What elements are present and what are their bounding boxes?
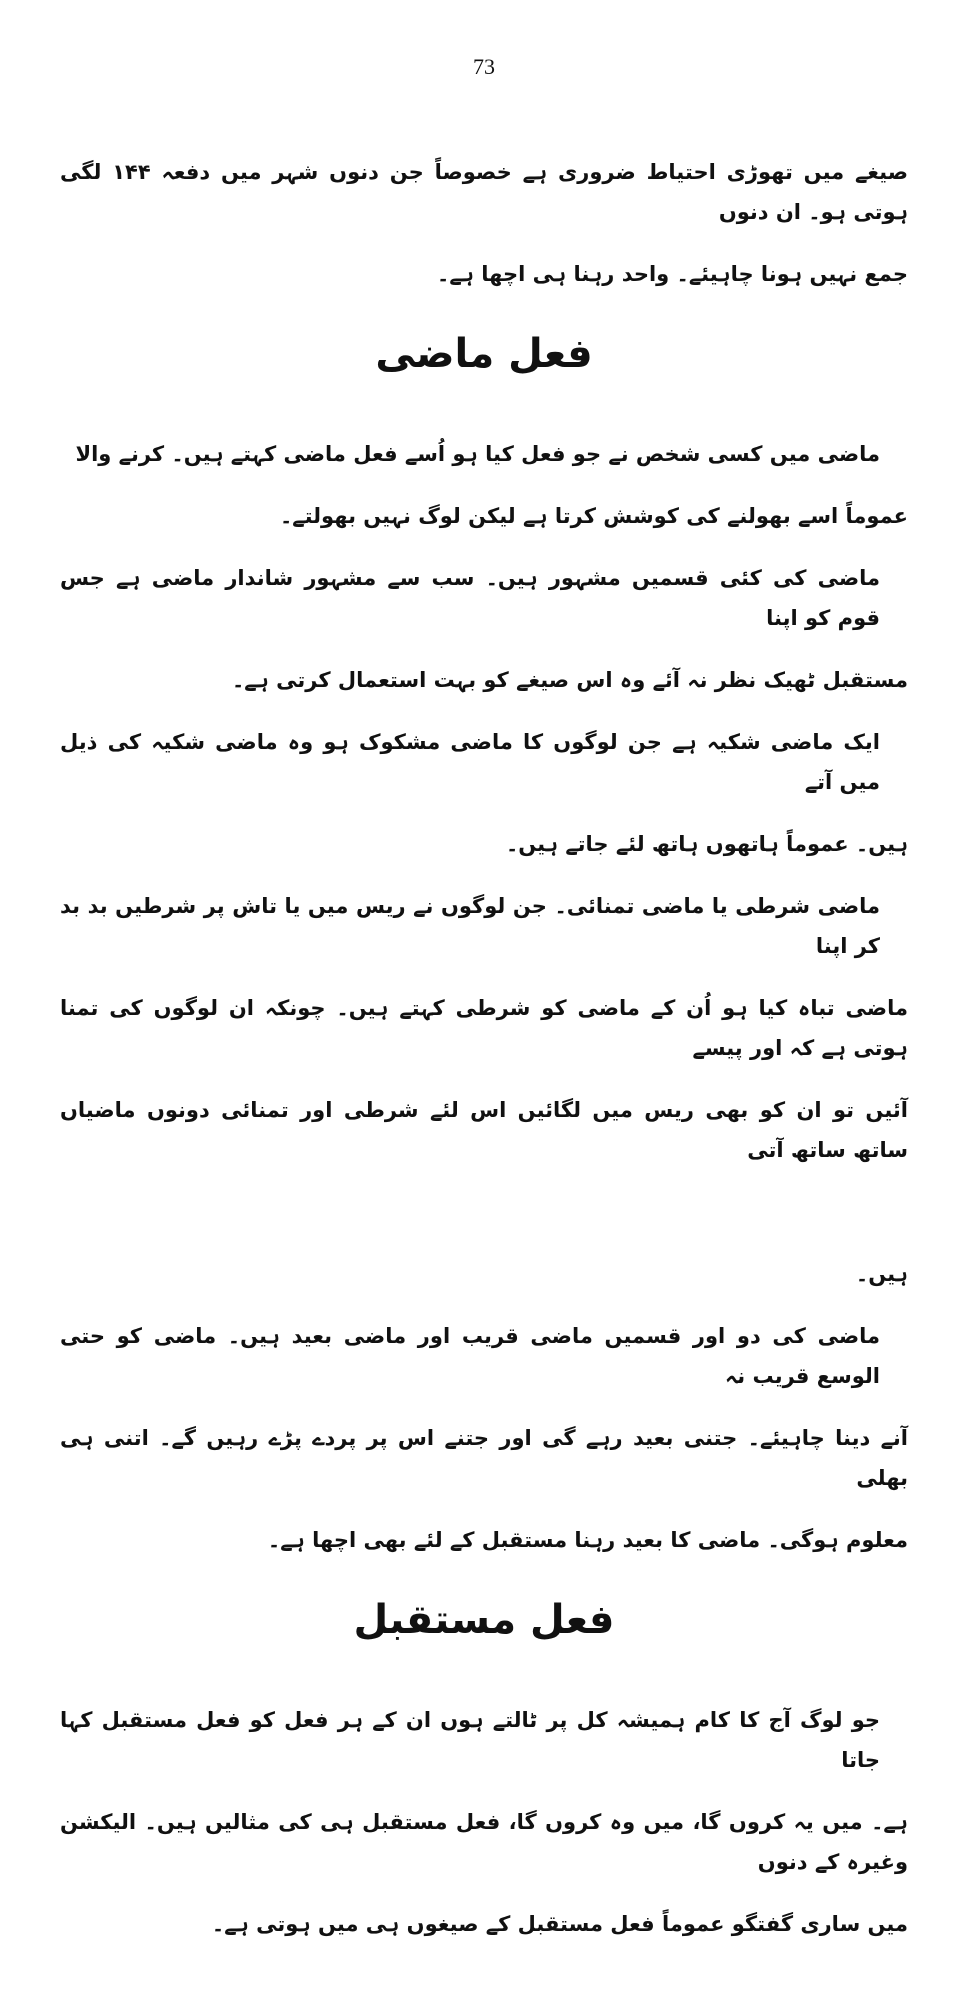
paragraph-line: ماضی شرطی یا ماضی تمنائی۔ جن لوگوں نے ریس میں یا تاش پر شرطیں بد بد کر اپنا: [60, 894, 880, 958]
page-number: 73: [473, 54, 495, 79]
paragraph-line: ایک ماضی شکیہ ہے جن لوگوں کا ماضی مشکوک ہو وہ ماضی شکیہ کی ذیل میں آتے: [60, 730, 880, 794]
section-heading: فعل ماضی: [375, 331, 593, 377]
paragraph-line: ماضی میں کسی شخص نے جو فعل کیا ہو اُسے فعل ماضی کہتے ہیں۔ کرنے والا: [75, 442, 880, 466]
paragraph-line: آئیں تو ان کو بھی ریس میں لگائیں اس لئے شرطی اور تمنائی دونوں ماضیاں ساتھ ساتھ آتی: [60, 1098, 908, 1162]
paragraph-line: مستقبل ٹھیک نظر نہ آئے وہ اس صیغے کو بہت استعمال کرتی ہے۔: [231, 668, 908, 692]
paragraph-line: میں ساری گفتگو عموماً فعل مستقبل کے صیغوں ہی میں ہوتی ہے۔: [211, 1912, 908, 1936]
paragraph-line: آنے دینا چاہیئے۔ جتنی بعید رہے گی اور جتنے اس پر پردے پڑے رہیں گے۔ اتنی ہی بھلی: [60, 1426, 908, 1490]
paragraph-line: ماضی کی کئی قسمیں مشہور ہیں۔ سب سے مشہور شاندار ماضی ہے جس قوم کو اپنا: [60, 566, 880, 630]
paragraph-line: صیغے میں تھوڑی احتیاط ضروری ہے خصوصاً جن دنوں شہر میں دفعہ ۱۴۴ لگی ہوتی ہو۔ ان دنوں: [60, 160, 909, 224]
paragraph-line: ماضی کی دو اور قسمیں ماضی قریب اور ماضی بعید ہیں۔ ماضی کو حتی الوسع قریب نہ: [60, 1324, 880, 1388]
paragraph-line: ہے۔ میں یہ کروں گا، میں وہ کروں گا، فعل مستقبل ہی کی مثالیں ہیں۔ الیکشن وغیرہ کے دنوں: [60, 1810, 908, 1874]
paragraph-line: جو لوگ آج کا کام ہمیشہ کل پر ٹالتے ہوں ان کے ہر فعل کو فعل مستقبل کہا جاتا: [60, 1708, 880, 1772]
section-heading: فعل مستقبل: [353, 1597, 615, 1643]
paragraph-line: جمع نہیں ہونا چاہیئے۔ واحد رہنا ہی اچھا ہے۔: [437, 262, 908, 286]
paragraph-line: ہیں۔ عموماً ہاتھوں ہاتھ لئے جاتے ہیں۔: [505, 832, 908, 856]
paragraph-line: معلوم ہوگی۔ ماضی کا بعید رہنا مستقبل کے لئے بھی اچھا ہے۔: [267, 1528, 908, 1552]
paragraph-line: ماضی تباہ کیا ہو اُن کے ماضی کو شرطی کہتے ہیں۔ چونکہ ان لوگوں کی تمنا ہوتی ہے کہ اور پیسے: [60, 996, 908, 1060]
paragraph-line: ہیں۔: [855, 1262, 908, 1286]
paragraph-line: عموماً اسے بھولنے کی کوشش کرتا ہے لیکن لوگ نہیں بھولتے۔: [279, 504, 908, 528]
